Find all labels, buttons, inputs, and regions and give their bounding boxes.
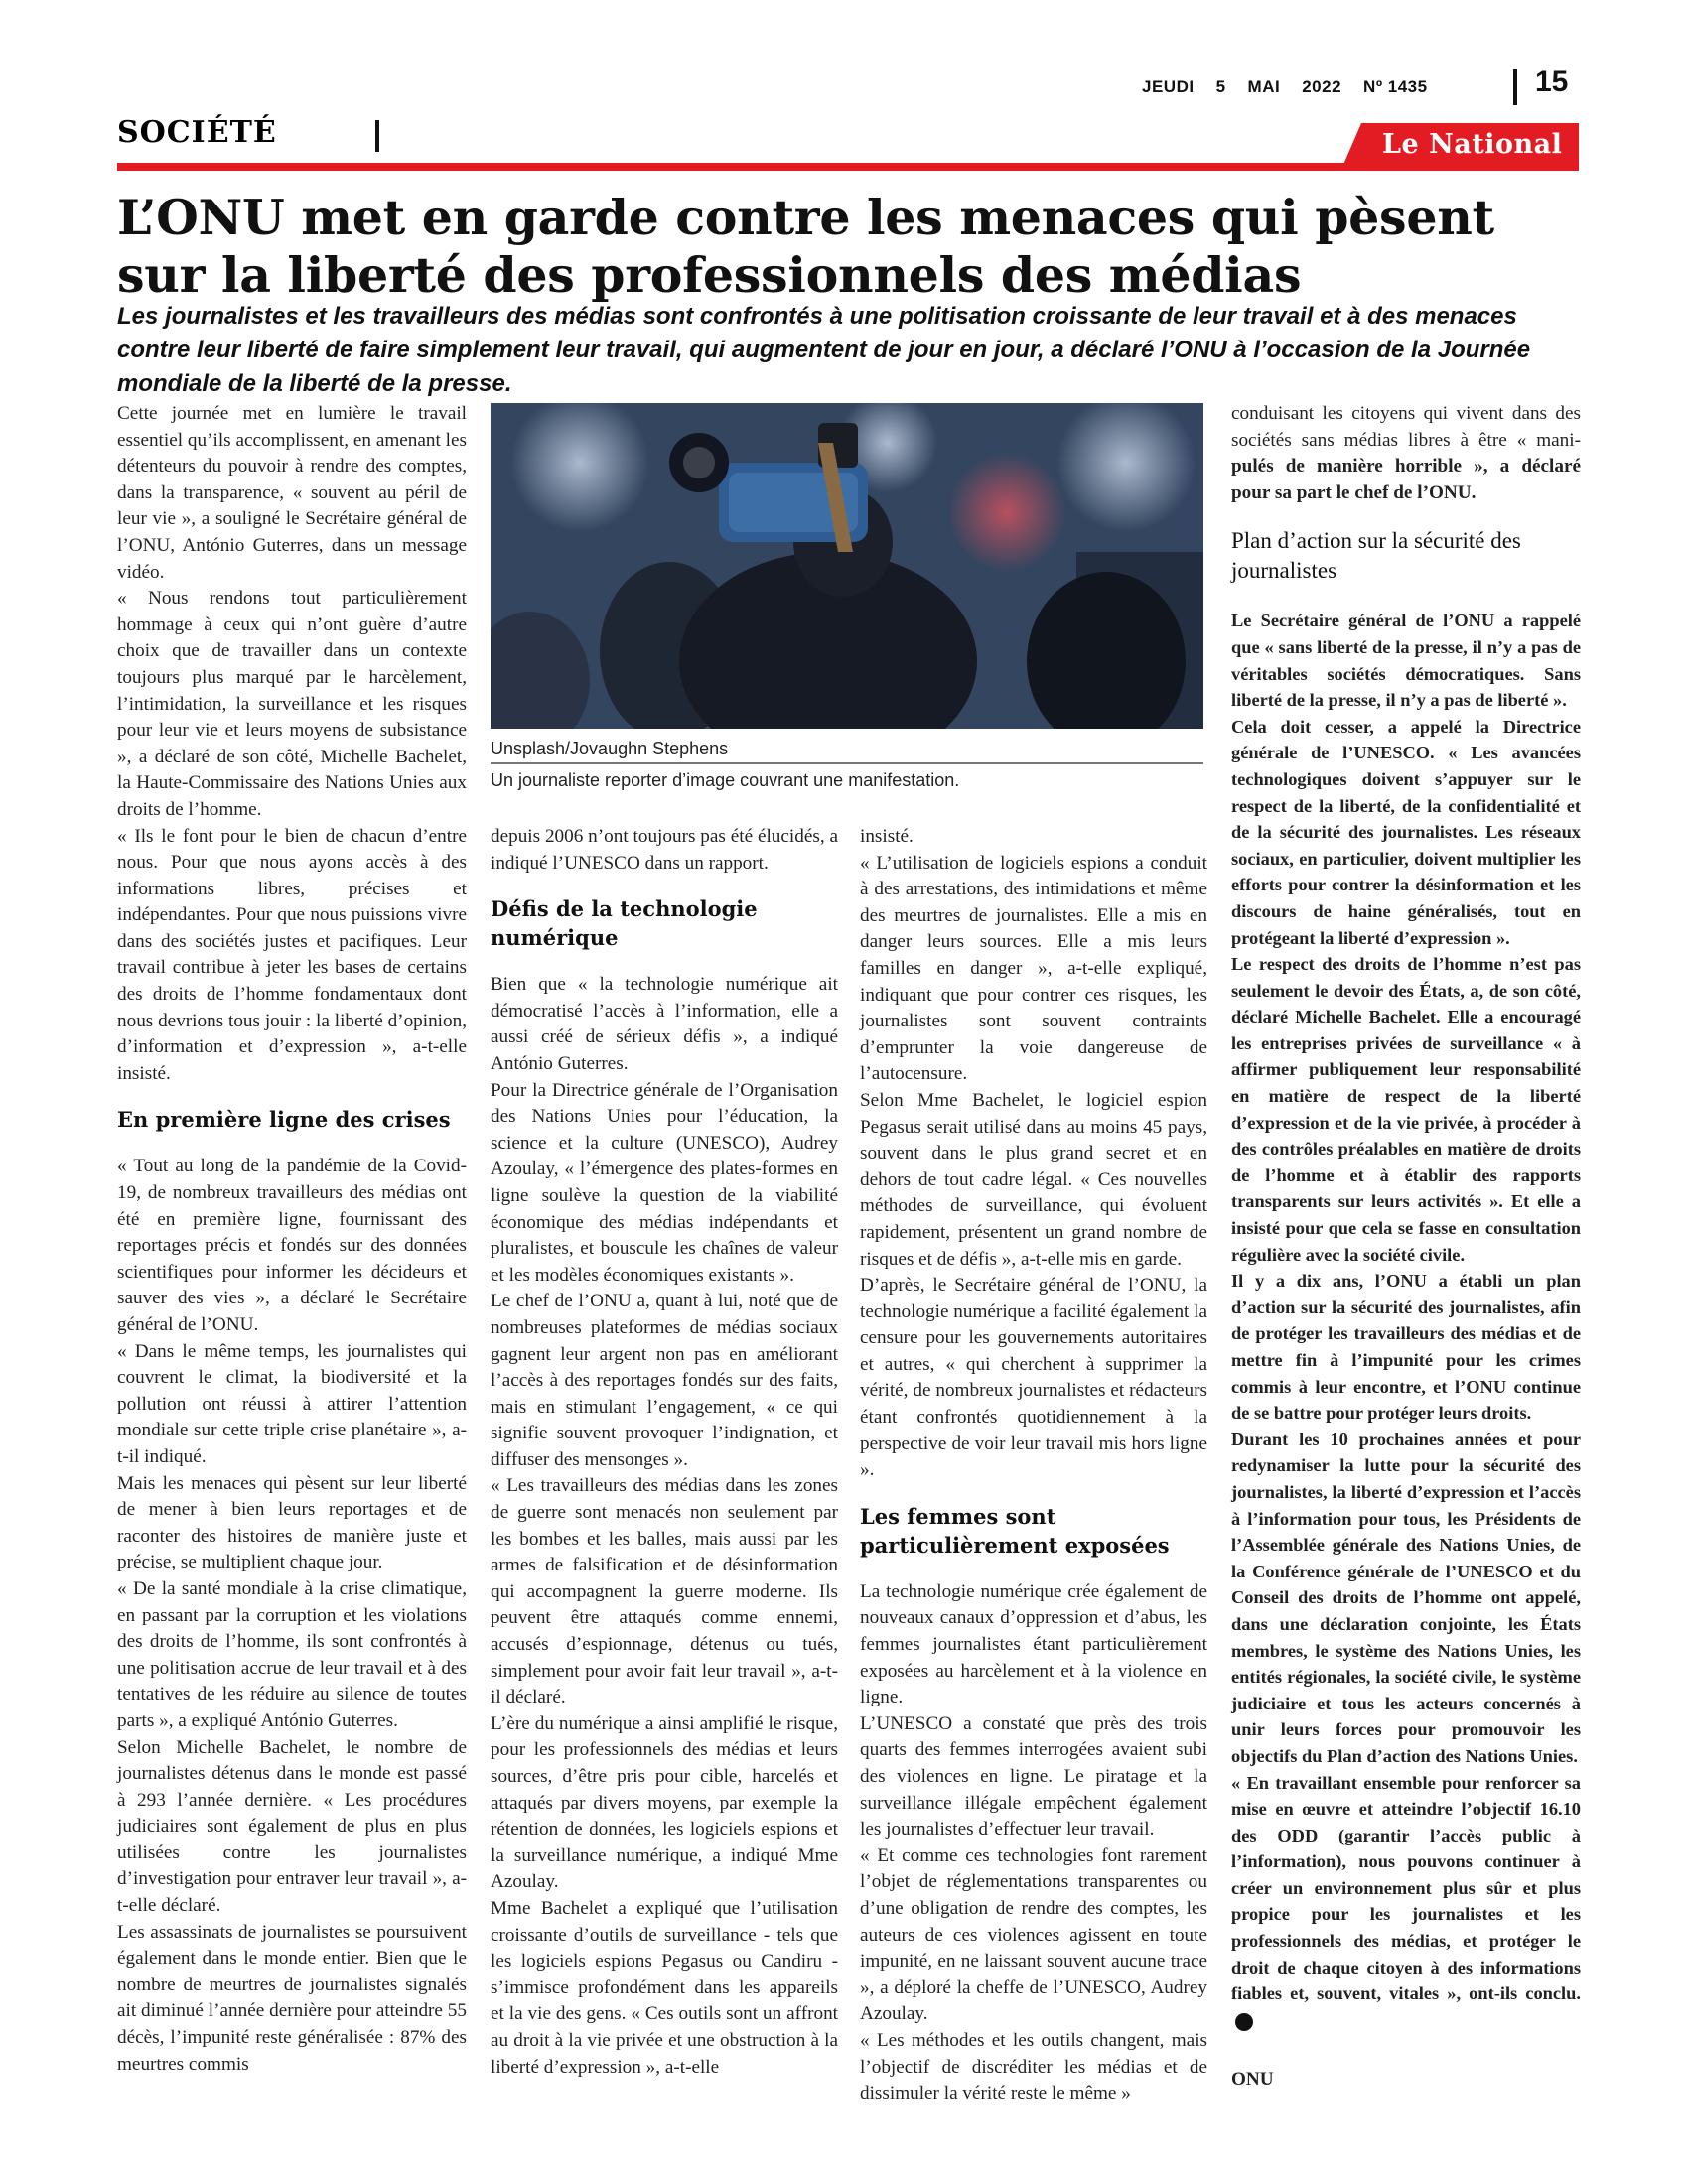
article-photo xyxy=(491,403,1203,729)
end-mark-icon xyxy=(1235,2013,1253,2031)
brand-name: Le National xyxy=(1382,129,1563,160)
paragraph xyxy=(1231,401,1581,506)
photo-illustration xyxy=(491,403,1203,729)
paragraph: « Nous rendons tout particulièrement hommage à ceux qui n’ont guère d’autre choix que de travailler dans un contexte toujours plus marqué par le harcèlement, l’intimidation, la surveillance et les risques pour leur vie et leurs moyens de subsistance », a déclaré de son côté, Michelle Bachelet, la Haute-Commissaire des Nations Unies aux droits de l’homme. xyxy=(117,588,467,820)
photo-caption: Un journaliste reporter d’image couvrant une manifestation. xyxy=(491,770,960,790)
paragraph: Selon Mme Bachelet, le logiciel espion Pegasus serait utilisé dans au moins 45 pays, souvent dans le plus grand secret et en dehors de tout cadre légal. « Ces nouvelles méthodes de surveillance, qui évoluent rapidement, présentent un grand nombre de risques et de défis », a-t-elle mis en garde. xyxy=(860,1089,1207,1270)
issue-date-number: 5 xyxy=(1215,77,1226,96)
signature: ONU xyxy=(1231,2069,1274,2091)
subheading: Défis de la technologie numérique xyxy=(491,896,758,951)
paragraph: « Tout au long de la pandémie de la Covid-19, de nombreux travailleurs des médias ont été en première ligne, fournissant des reportages précis et fondés sur des données scientifiques pour informer les décideurs et sauver des vies », a déclaré le Secrétaire général de l’ONU. xyxy=(117,1156,467,1335)
paragraph: « De la santé mondiale à la crise climatique, en passant par la corruption et les violations des droits de l’homme, ils sont confrontés à une politisation accrue de leur travail et à des tentatives de les réduire au silence de toutes parts », a expliqué António Guterres. xyxy=(117,1577,467,1731)
paragraph: Les assassinats de journalistes se poursuivent également dans le monde entier. Bien que le nombre de meurtres de journalistes signalés ait diminué l’année dernière pour atteindre 55 décès, l’impunité reste généralisée : 87% des meurtres commis xyxy=(117,1921,467,2075)
section-title: SOCIÉTÉ xyxy=(117,115,277,150)
column-4 xyxy=(1231,401,1581,2094)
issue-year: 2022 xyxy=(1302,77,1342,96)
section-divider xyxy=(375,120,379,152)
paragraph: Bien que « la technologie numérique ait démocratisé l’accès à l’information, elle a aussi créé de sérieux défis », a indiqué António Guterres. xyxy=(491,974,838,1074)
paragraph: « Les méthodes et les outils changent, mais l’objectif de discréditer les médias et de dissimuler la vérité reste le même » xyxy=(860,2029,1207,2105)
paragraph: La technologie numérique crée également de nouveaux canaux d’oppression et d’abus, les femmes journalistes étant particulièrement exposées au harcèlement et à la violence en ligne. xyxy=(860,1580,1207,1708)
issue-day: JEUDI xyxy=(1142,77,1195,96)
column-3 xyxy=(860,824,1207,2108)
paragraph-part: conduisant les citoyens qui vivent dans des sociétés sans médias libres à être « mani- xyxy=(1231,403,1581,451)
subheading: En première ligne des crises xyxy=(117,1107,451,1133)
paragraph: Mais les menaces qui pèsent sur leur liberté de mener à bien leurs reportages et de raconter des histoires de manière juste et précise, se multiplient chaque jour. xyxy=(117,1472,467,1573)
paragraph: Le respect des droits de l’homme n’est pas seulement le devoir des États, a, de son côté, déclaré Michelle Bachelet. Elle a encouragé les entreprises privées de surveillance « à affirmer publiquement leur responsabilité en matière de respect de la liberté d’expression et de la vie privée, à procéder à des contrôles préalables en matière de droits de l’homme et à établir des rapports transparents sur leurs activités ». Et elle a insisté pour que cela se fasse en consultation régulière avec la société civile. xyxy=(1231,954,1581,1265)
paragraph: depuis 2006 n’ont toujours pas été élucidés, a indiqué l’UNESCO dans un rapport. xyxy=(491,826,838,874)
paragraph: Pour la Directrice générale de l’Organisation des Nations Unies pour l’éducation, la science et la culture (UNESCO), Audrey Azoulay, « l’émergence des plates-formes en ligne soulève la question de la viabilité économique des médias indépendants et pluralistes, et bouscule les chaînes de valeur et les modèles économiques existants ». xyxy=(491,1079,838,1286)
headline: L’ONU met en garde contre les menaces qui pèsent sur la liberté des professionnels des médias xyxy=(117,189,1494,304)
bold-section xyxy=(1231,608,1581,2033)
paragraph: Selon Michelle Bachelet, le nombre de journalistes détenus dans le monde est passé à 293 l’année dernière. « Les procédures judiciaires sont également de plus en plus utilisées contre les journalistes d’investigation pour entraver leur travail », a-t-elle déclaré. xyxy=(117,1736,467,1917)
paragraph: Durant les 10 prochaines années et pour redynamiser la lutte pour la sécurité des journalistes, la liberté d’expression et l’accès à l’information pour tous, les Présidents de l’Assemblée générale des Nations Unies, de la Conférence générale de l’UNESCO et du Conseil des droits de l’homme ont appelé, dans une déclaration conjointe, les États membres, le système des Nations Unies, les entités régionales, la société civile, le système judiciaire et tous les acteurs concernés à unir leurs forces pour promouvoir les objectifs du Plan d’action des Nations Unies. xyxy=(1231,1429,1581,1766)
paragraph: « Ils le font pour le bien de chacun d’entre nous. Pour que nous ayons accès à des informations libres, précises et indépendantes. Pour que nous puissions vivre dans des sociétés justes et pacifiques. Leur travail contribue à jeter les bases de certains des droits de l’homme fondamentaux dont nous devrions tous jouir : la liberté d’opinion, d’information et d’expression », a-t-elle insisté. xyxy=(117,825,467,1084)
paragraph: Cela doit cesser, a appelé la Directrice générale de l’UNESCO. « Les avancées technologiques doivent s’appuyer sur le respect de la liberté, de la confidentialité et de la sécurité des journalistes. Les réseaux sociaux, en particulier, doivent multiplier les efforts pour contrer la désinformation et les discours de haine généralisés, tout en protégeant la liberté d’expression ». xyxy=(1231,716,1581,948)
paragraph: L’ère du numérique a ainsi amplifié le risque, pour les professionnels des médias et leurs sources, d’être pris pour cible, harcelés et attaqués par divers moyens, par exemple la rétention de données, les logiciels espions et la surveillance numérique, a indiqué Mme Azoulay. xyxy=(491,1712,838,1893)
paragraph: Le chef de l’ONU a, quant à lui, noté que de nombreuses plateformes de médias sociaux gagnent leur argent non pas en améliorant l’accès à des reportages fondés sur des faits, mais en stimulant l’engagement, « ce qui signifie souvent provoquer l’indignation, et diffuser des mensonges ». xyxy=(491,1291,838,1470)
paragraph: insisté. xyxy=(860,826,914,847)
header-rule xyxy=(117,163,1579,171)
paragraph-part-bold: pulés de manière horrible », a déclaré pour sa part le chef de l’ONU. xyxy=(1231,456,1581,503)
paragraph: Il y a dix ans, l’ONU a établi un plan d’action sur la sécurité des journalistes, afin de protéger les travailleurs des médias et de mettre fin à l’impunité pour les crimes commis à leur encontre, et l’ONU continue de se battre pour protéger leurs droits. xyxy=(1231,1271,1581,1424)
caption-rule xyxy=(491,762,1203,764)
paragraph: Cette journée met en lumière le travail essentiel qu’ils accomplissent, en amenant les détenteurs du pouvoir à rendre des comptes, dans la transparence, « souvent au péril de leur vie », a souligné le Secrétaire général de l’ONU, António Guterres, dans un message vidéo. xyxy=(117,403,467,583)
photo-credit: Unsplash/Jovaughn Stephens xyxy=(491,739,729,758)
paragraph: L’UNESCO a constaté que près des trois quarts des femmes interrogées avaient subi des violences en ligne. Le piratage et la surveillance illégale empêchent également les journalistes d’effectuer leur travail. xyxy=(860,1712,1207,1841)
paragraph: « L’utilisation de logiciels espions a conduit à des arrestations, des intimidations et même des meurtres de journalistes. Elle a mis en danger leurs sources. Elle a mis leurs familles en danger », a-t-elle expliqué, indiquant que pour contrer ces risques, les journalistes sont souvent contraints d’emprunter la voie dangereuse de l’autocensure. xyxy=(860,852,1207,1085)
paragraph: « Les travailleurs des médias dans les zones de guerre sont menacés non seulement par les bombes et les balles, mais aussi par les armes de falsification et de désinformation qui accompagnent la guerre moderne. Ils peuvent être attaqués comme ennemi, accusés d’espionnage, détenus ou tués, simplement pour avoir fait leur travail », a-t-il déclaré. xyxy=(491,1475,838,1708)
header-divider xyxy=(1513,69,1517,105)
page-number: 15 xyxy=(1535,66,1569,98)
paragraph-text: « En travaillant ensemble pour renforcer sa mise en œuvre et atteindre l’objectif 16.10 des ODD (garantir l’accès public à l’information), nous pouvons continuer à créer un environnement plus sûr et plus propice pour les journalistes et les professionnels des médias, et protéger le droit de chaque citoyen à des informations fiables et, souvent, vitales », ont-ils conclu. xyxy=(1231,1772,1581,2004)
paragraph: Le Secrétaire général de l’ONU a rappelé que « sans liberté de la presse, il n’y a pas de véritables sociétés démocratiques. Sans liberté de la presse, il n’y a pas de liberté ». xyxy=(1231,611,1581,711)
subheading: Plan d’action sur la sécurité des journalistes xyxy=(1231,528,1521,584)
paragraph: « Et comme ces technologies font rarement l’objet de réglementations transparentes ou d’une obligation de rendre des comptes, les auteurs de ces violences agissent en toute impunité, en ne laissant souvent aucune trace », a déploré la cheffe de l’UNESCO, Audrey Azoulay. xyxy=(860,1844,1207,2025)
issue-month: MAI xyxy=(1247,77,1281,96)
paragraph: Mme Bachelet a expliqué que l’utilisation croissante d’outils de surveillance - tels que les logiciels espions Pegasus ou Candiru - s’immisce profondément dans les appareils et la vie des gens. « Ces outils sont un affront au droit à la vie privée et une obstruction à la liberté d’expression », a-t-elle xyxy=(491,1897,838,2078)
column-1 xyxy=(117,401,467,2078)
paragraph: D’après, le Secrétaire général de l’ONU, la technologie numérique a facilité également la censure pour les gouvernements autoritaires et autres, « qui cherchent à supprimer la vérité, de nombreux journalistes et rédacteurs étant confrontés quotidiennement à la perspective de voir leur travail mis hors ligne ». xyxy=(860,1275,1208,1481)
issue-meta xyxy=(1142,77,1428,97)
column-2 xyxy=(491,824,838,2081)
subheading: Les femmes sont particulièrement exposées xyxy=(860,1503,1170,1558)
paragraph xyxy=(1231,1770,1581,2034)
paragraph: « Dans le même temps, les journalistes qui couvrent le climat, la biodiversité et la pollution ont réussi à attirer l’attention mondiale sur cette triple crise planétaire », a-t-il indiqué. xyxy=(117,1340,467,1467)
issue-number: Nº 1435 xyxy=(1363,77,1428,96)
chapo: Les journalistes et les travailleurs des médias sont confrontés à une politisation croissante de leur travail et à des menaces contre leur liberté de faire simplement leur travail, qui augmentent de jour en jour, a déclaré l’ONU à l’occasion de la Journée mondiale de la liberté de la presse. xyxy=(117,303,1531,397)
